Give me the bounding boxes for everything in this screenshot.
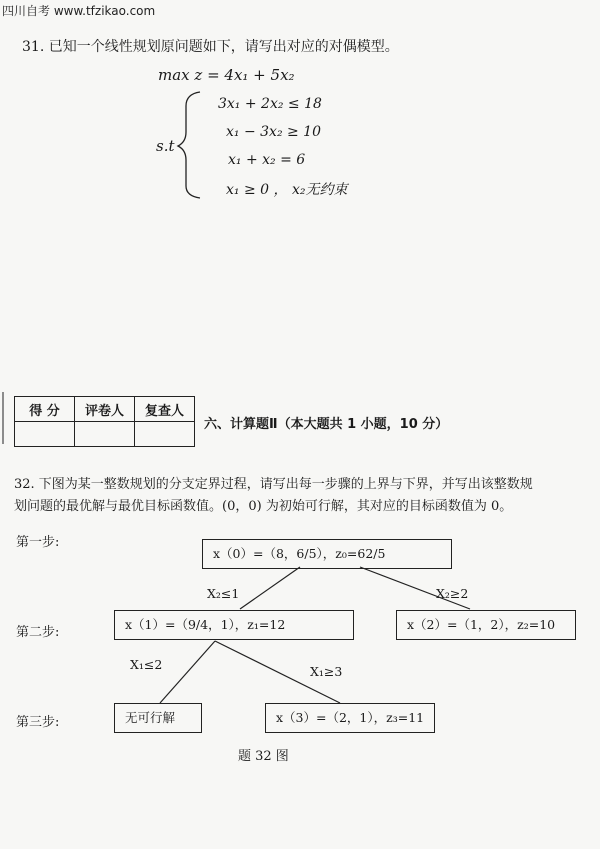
- question-31-title: 31. 已知一个线性规划原问题如下，请写出对应的对偶模型。: [22, 39, 399, 55]
- score-table: [14, 396, 195, 447]
- branch-label-x2-le-1: X₂≤1: [207, 586, 240, 601]
- constraint-3: x₁ + x₂ = 6: [228, 152, 306, 168]
- step-3-label: 第三步:: [16, 715, 60, 730]
- step-1-label: 第一步:: [16, 535, 60, 550]
- grader-header: 评卷人: [75, 397, 135, 422]
- score-cell: [15, 422, 75, 447]
- site-header: 四川自考 www.tfzikao.com: [2, 4, 156, 18]
- node-2: x（2）=（1，2），z₂=10: [396, 610, 576, 640]
- branch-label-x2-ge-2: X₂≥2: [436, 586, 469, 601]
- constraint-brace: [178, 92, 200, 198]
- score-header: 得 分: [15, 397, 75, 422]
- reviewer-header: 复查人: [135, 397, 195, 422]
- node-infeasible: 无可行解: [114, 703, 202, 733]
- reviewer-cell: [135, 422, 195, 447]
- edge-root-n1: [240, 567, 300, 609]
- section-6-title: 六、计算题Ⅱ（本大题共 1 小题，10 分）: [204, 417, 449, 432]
- node-3: x（3）=（2，1），z₃=11: [265, 703, 435, 733]
- node-root: x（0）=（8，6/5），z₀=62/5: [202, 539, 452, 569]
- node-1: x（1）=（9/4，1），z₁=12: [114, 610, 354, 640]
- subject-to-label: s.t: [156, 137, 175, 155]
- question-32-line2: 划问题的最优解与最优目标函数值。(0，0) 为初始可行解，其对应的目标函数值为 0。: [14, 499, 513, 514]
- branch-label-x1-le-2: X₁≤2: [130, 657, 163, 672]
- constraint-1: 3x₁ + 2x₂ ≤ 18: [218, 96, 322, 112]
- constraint-4: x₁ ≥ 0 ， x₂无约束: [226, 182, 348, 198]
- edge-n1-infeasible: [160, 641, 215, 703]
- objective-function: max z = 4x₁ + 5x₂: [158, 66, 295, 84]
- grader-cell: [75, 422, 135, 447]
- constraint-2: x₁ − 3x₂ ≥ 10: [226, 124, 321, 140]
- step-2-label: 第二步:: [16, 625, 60, 640]
- figure-caption: 题 32 图: [238, 749, 289, 764]
- branch-label-x1-ge-3: X₁≥3: [310, 664, 343, 679]
- question-32-line1: 32. 下图为某一整数规划的分支定界过程，请写出每一步骤的上界与下界，并写出该整数规: [14, 477, 533, 492]
